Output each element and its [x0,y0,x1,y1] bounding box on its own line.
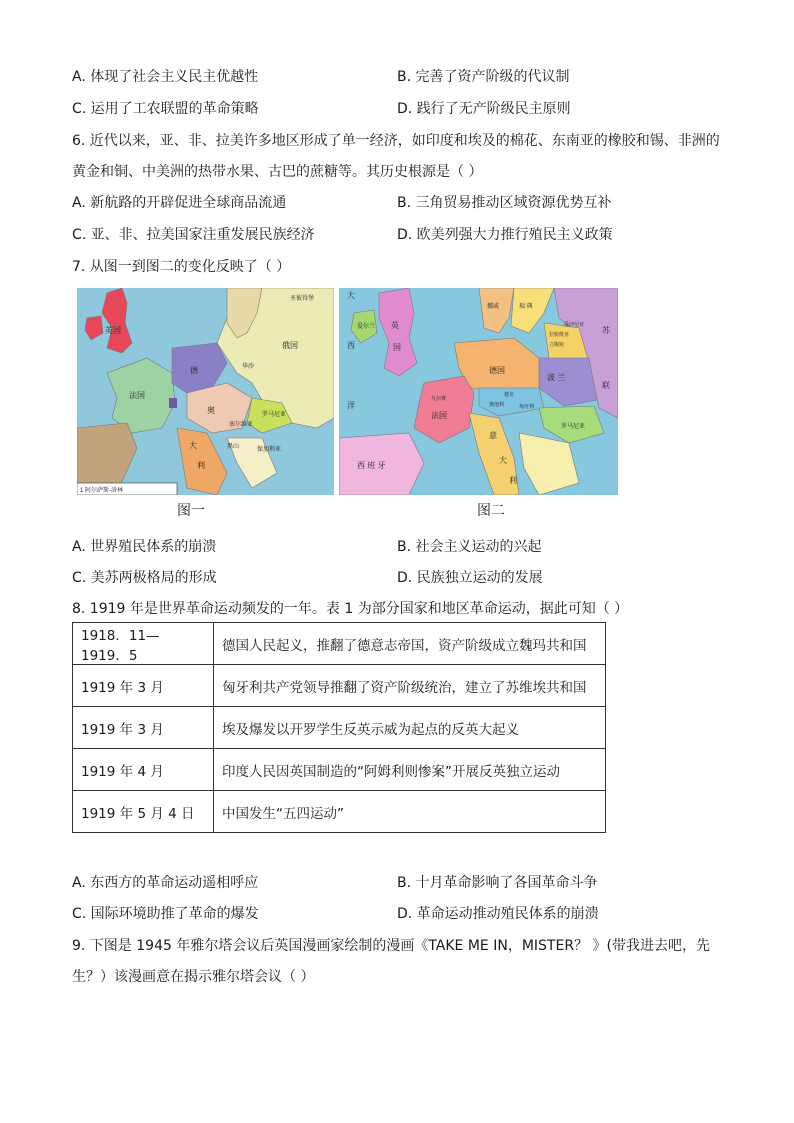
table-cell-date: 1919 年 3 月 [73,665,214,707]
q6-option-b[interactable]: B. 三角贸易推动区域资源优势互补 [397,195,612,211]
map1-caption: 图一 [177,503,205,519]
label-italy-3: 利 [509,476,517,485]
table-cell-date: 1919 年 3 月 [73,707,214,749]
label-spain: 西 班 牙 [357,461,386,470]
q6-stem-line-2: 黄金和铜、中美洲的热带水果、古巴的蔗糖等。其历史根源是（ ） [72,164,483,180]
alsace-lorraine-marker [169,398,177,408]
table-cell-event: 中国发生“五四运动” [214,791,606,833]
q7-option-d[interactable]: D. 民族独立运动的发展 [397,570,543,586]
label-france: 法国 [129,391,145,400]
label-czech: 捷克 [504,392,515,398]
label-su-1: 苏 [602,326,610,335]
table-cell-event: 德国人民起义，推翻了德意志帝国，资产阶级成立魏玛共和国 [214,623,606,665]
q9-stem-line-2: 生？）该漫画意在揭示雅尔塔会议（ ） [72,969,315,985]
label-england: 英国 [105,326,121,335]
q7-option-b[interactable]: B. 社会主义运动的兴起 [397,539,542,555]
label-norway: 挪威 [487,304,500,310]
q7-option-a[interactable]: A. 世界殖民体系的崩溃 [72,539,217,555]
label-serbia: 塞尔维亚 [229,422,254,428]
q6-option-a[interactable]: A. 新航路的开辟促进全球商品流通 [72,195,287,211]
label-romania: 罗马尼亚 [561,424,586,430]
table-cell-date: 1919 年 5 月 4 日 [73,791,214,833]
table-cell-date: 1919 年 4 月 [73,749,214,791]
q5-option-d[interactable]: D. 践行了无产阶级民主原则 [397,101,571,117]
label-warsaw: 华沙 [242,364,255,370]
label-montenegro: 黑山 [227,444,240,450]
label-italy-2: 大 [499,456,507,465]
q7-stem: 7. 从图一到图二的变化反映了（ ） [72,259,291,275]
label-romania: 罗马尼亚 [262,412,287,418]
label-ocean-1: 大 [347,291,355,300]
label-england-2: 国 [393,343,401,352]
revolution-table [72,622,606,833]
label-versailles: 凡尔赛 [431,396,447,402]
q7-option-c[interactable]: C. 美苏两极格局的形成 [72,570,217,586]
table-cell-event: 印度人民因英国制造的“阿姆利则惨案”开展反英独立运动 [214,749,606,791]
label-su-2: 联 [602,381,610,390]
label-footnote: 1 阿尔萨斯-洛林 [80,488,124,494]
label-estonia: 爱沙尼亚 [564,322,585,328]
map-figure-1 [77,288,334,499]
q8-option-d[interactable]: D. 革命运动推动殖民体系的崩溃 [397,906,599,922]
q5-option-b[interactable]: B. 完善了资产阶级的代议制 [397,69,570,85]
label-ocean-3: 洋 [347,401,355,410]
table-cell-date: 1918．11—1919．5 [73,623,214,665]
label-ireland: 爱尔兰 [357,324,376,330]
q8-option-b[interactable]: B. 十月革命影响了各国革命斗争 [397,875,598,891]
q5-option-c[interactable]: C. 运用了工农联盟的革命策略 [72,101,259,117]
map-figure-2 [339,288,618,499]
q6-stem-line-1: 6. 近代以来，亚、非、拉美许多地区形成了单一经济，如印度和埃及的棉花、东南亚的橡胶和锡、非洲的 [72,133,720,149]
label-hungary: 匈牙利 [519,404,535,410]
label-sweden: 瑞 典 [519,304,533,310]
q8-stem: 8. 1919 年是世界革命运动频发的一年。表 1 为部分国家和地区革命运动，据此可知（ ） [72,601,629,617]
q9-stem-line-1: 9. 下图是 1945 年雅尔塔会议后英国漫画家绘制的漫画《TAKE ME IN，MISTER？ 》(带我进去吧，先 [72,938,710,954]
label-latvia: 拉脱维亚 [549,332,570,338]
q6-option-d[interactable]: D. 欧美列强大力推行殖民主义政策 [397,227,613,243]
label-italy-2: 利 [197,461,205,470]
label-austria: 奥地利 [489,402,505,408]
label-germany: 德 [190,366,198,375]
table-row [73,623,606,665]
label-lithuania: 立陶宛 [549,342,565,348]
table-row [73,665,606,707]
label-ocean-2: 西 [347,341,355,350]
table-row [73,707,606,749]
table-row [73,791,606,833]
label-bulgaria: 保加利亚 [257,447,282,453]
label-france: 法国 [431,411,447,420]
q6-option-c[interactable]: C. 亚、非、拉美国家注重发展民族经济 [72,227,315,243]
label-poland: 波 兰 [547,373,566,382]
map2-caption: 图二 [477,503,505,519]
label-italy-1: 意 [489,431,497,440]
q5-option-a[interactable]: A. 体现了社会主义民主优越性 [72,69,259,85]
label-austria: 奥 [207,406,215,415]
table-cell-event: 匈牙利共产党领导推翻了资产阶级统治，建立了苏维埃共和国 [214,665,606,707]
label-germany: 德国 [489,366,505,375]
table-row [73,749,606,791]
label-petersburg: 圣彼得堡 [290,296,315,302]
label-italy-1: 大 [189,441,197,450]
q8-option-a[interactable]: A. 东西方的革命运动遥相呼应 [72,875,259,891]
label-england-1: 英 [391,321,399,330]
label-russia: 俄国 [282,341,298,350]
q8-option-c[interactable]: C. 国际环境助推了革命的爆发 [72,906,259,922]
table-cell-event: 埃及爆发以开罗学生反英示威为起点的反英大起义 [214,707,606,749]
